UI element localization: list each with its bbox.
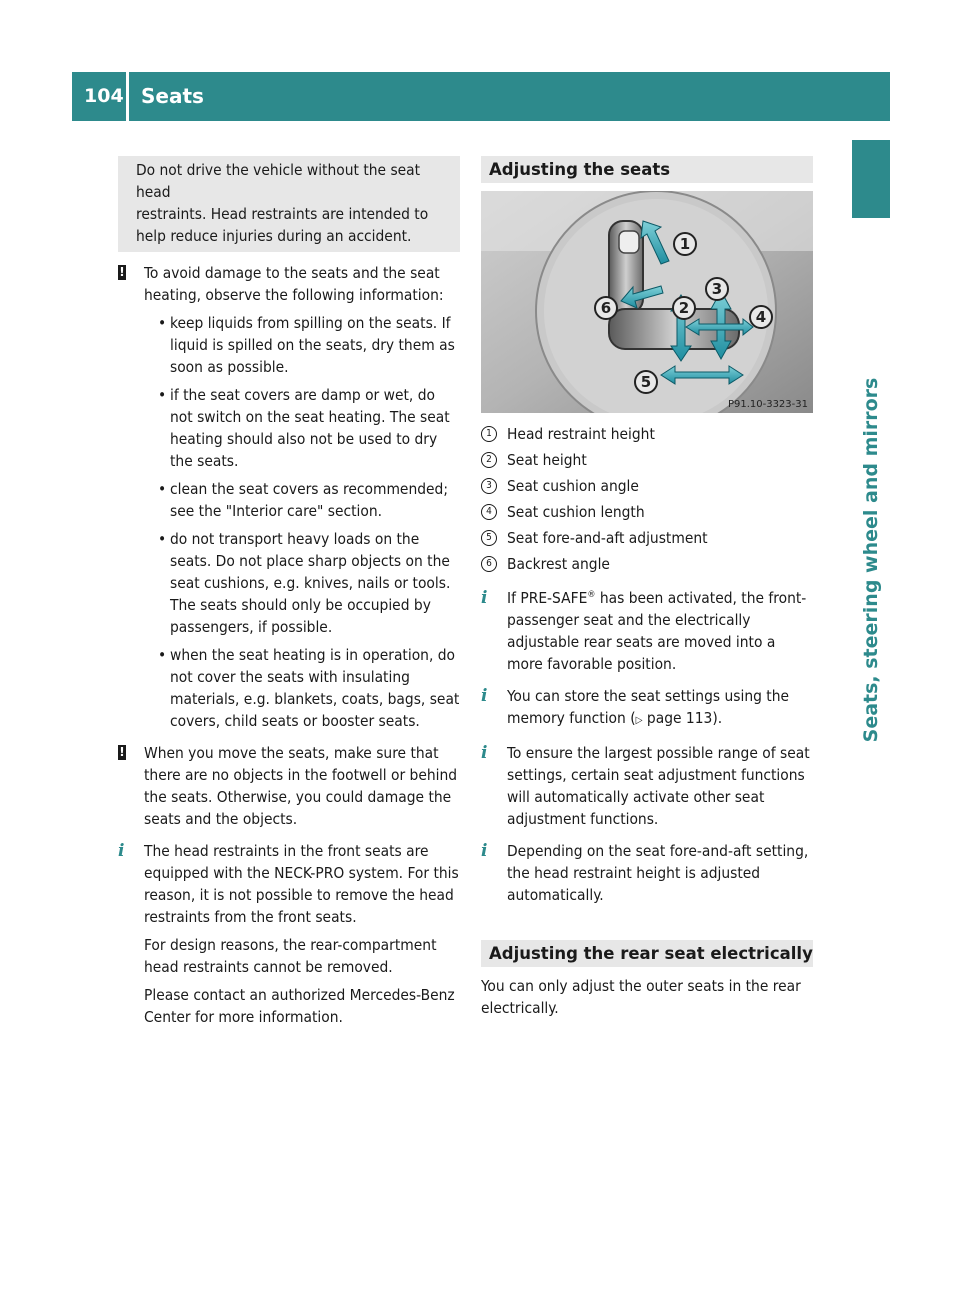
- info-note-pre-safe: [481, 587, 813, 675]
- info-text: To ensure the largest possible range of seat settings, certain seat adjustment functions will automatically activate other seat adjustment functions.: [507, 744, 810, 828]
- info-text: The head restraints in the front seats are equipped with the NECK-PRO system. For this reason, it is not possible to remove the head restraints from the front seats.: [144, 842, 459, 926]
- seat-controls-illustration: [481, 191, 813, 413]
- info-icon: i: [481, 588, 488, 608]
- info-note-memory: [481, 685, 813, 732]
- callout-3: 3: [711, 280, 723, 298]
- list-item: • if the seat covers are damp or wet, do not switch on the seat heating. The seat heating should also not be used to dry the seats.: [158, 386, 450, 470]
- body-text: You can only adjust the outer seats in the rear electrically.: [481, 977, 801, 1017]
- list-item: • clean the seat covers as recommended; see the "Interior care" section.: [158, 480, 449, 520]
- list-item: 1 Head restraint height: [481, 421, 813, 447]
- warning-line: help reduce injuries during an accident.: [136, 227, 412, 245]
- page-ref-arrow-icon: ▷: [635, 715, 643, 726]
- figure-legend: [481, 421, 813, 577]
- section-heading-adjusting-seats: Adjusting the seats: [481, 156, 813, 183]
- info-icon: i: [118, 841, 125, 861]
- figure-code: P91.10-3323-31: [727, 399, 808, 410]
- list-item: • when the seat heating is in operation, do not cover the seats with insulating materials, e.g. blankets, coats, bags, seat covers, child seats or booster seats.: [158, 646, 460, 730]
- info-note-head-restraint-auto: [481, 840, 813, 906]
- seat-adjustment-figure: [481, 191, 813, 413]
- info-note-head-restraints: [118, 840, 460, 1028]
- info-text: Depending on the seat fore-and-aft setting, the head restraint height is adjusted automatically.: [507, 842, 809, 904]
- caution-note-moving-seats: [118, 742, 460, 830]
- caution-icon: !: [119, 745, 125, 759]
- header-divider: [126, 72, 129, 121]
- info-text: Please contact an authorized Mercedes-Benz Center for more information.: [144, 986, 455, 1026]
- list-item: 5 Seat fore-and-aft adjustment: [481, 525, 813, 551]
- warning-line: restraints. Head restraints are intended to: [136, 205, 429, 223]
- info-icon: i: [481, 841, 488, 861]
- list-item: 6 Backrest angle: [481, 551, 813, 577]
- list-item: 4 Seat cushion length: [481, 499, 813, 525]
- warning-box: [118, 156, 460, 252]
- caution-text: When you move the seats, make sure that there are no objects in the footwell or behind the seats. Otherwise, you could damage the seats and the objects.: [144, 744, 458, 828]
- list-item: • do not transport heavy loads on the seats. Do not place sharp objects on the seat cushions, e.g. knives, nails or tools. The seats should only be occupied by passengers, if possible.: [158, 530, 451, 636]
- caution-note-seat-heating: [118, 262, 460, 732]
- list-item: 3 Seat cushion angle: [481, 473, 813, 499]
- callout-5: 5: [640, 373, 652, 391]
- caution-text: To avoid damage to the seats and the seat heating, observe the following information:: [144, 264, 444, 304]
- callout-1: 1: [679, 235, 691, 253]
- warning-line: Do not drive the vehicle without the seat head: [136, 161, 421, 201]
- info-icon: i: [481, 743, 488, 763]
- callout-2: 2: [678, 299, 690, 317]
- page-number: 104: [84, 85, 124, 107]
- side-tab-label: Seats, steering wheel and mirrors: [860, 377, 882, 743]
- page-reference-link[interactable]: page 113).: [642, 709, 723, 727]
- info-text: You can store the seat settings using the memory function (▷ page 113).: [507, 687, 790, 727]
- info-text: For design reasons, the rear-compartment head restraints cannot be removed.: [144, 936, 437, 976]
- info-icon: i: [481, 686, 488, 706]
- list-item: • keep liquids from spilling on the seats. If liquid is spilled on the seats, dry them as soon as possible.: [158, 314, 455, 376]
- callout-4: 4: [755, 308, 767, 326]
- left-column: [118, 156, 460, 1028]
- list-item: 2 Seat height: [481, 447, 813, 473]
- info-note-range: [481, 742, 813, 830]
- section-heading-rear-seat: Adjusting the rear seat electrically: [481, 940, 813, 967]
- page-header: [72, 72, 890, 121]
- side-tab-marker: [852, 140, 890, 218]
- page-title: Seats: [141, 84, 204, 108]
- info-text: If PRE-SAFE® has been activated, the front-passenger seat and the electrically adjustable rear seats are moved into a more favorable position.: [507, 589, 807, 673]
- callout-6: 6: [600, 299, 612, 317]
- right-column: [481, 156, 813, 1019]
- caution-icon: !: [119, 265, 125, 279]
